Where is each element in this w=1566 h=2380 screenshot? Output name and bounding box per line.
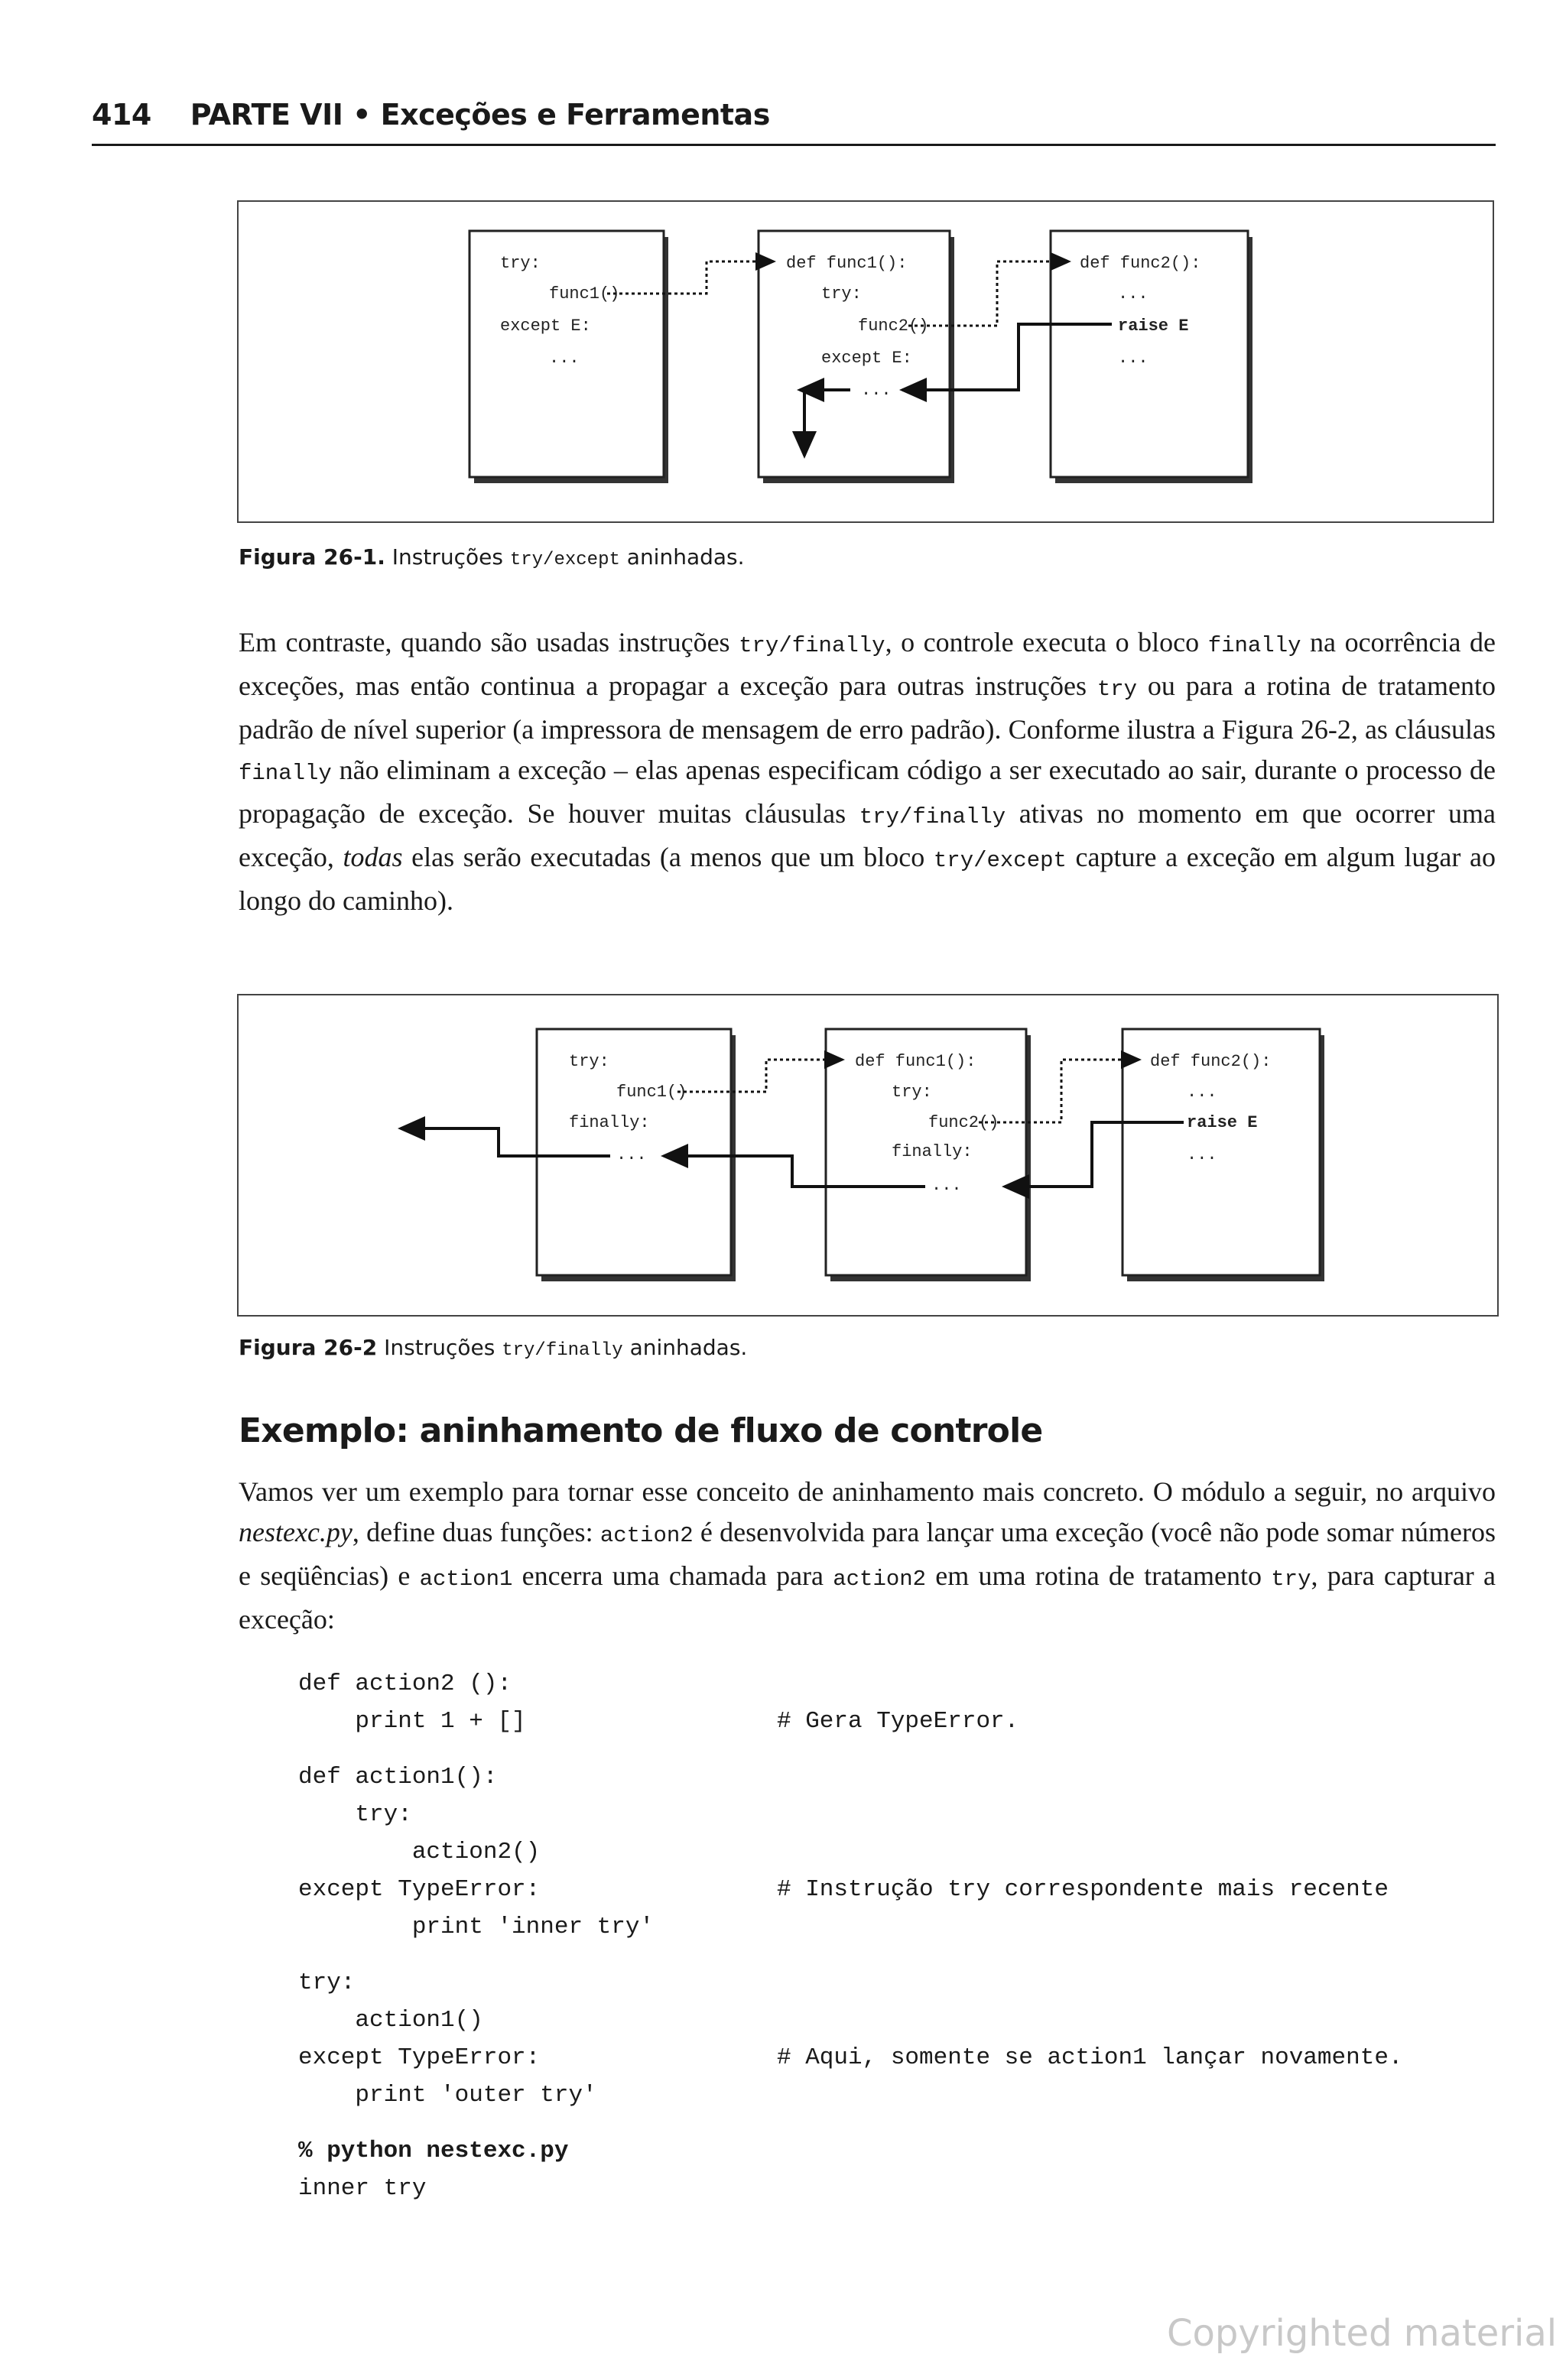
code-text: print 1 + []	[298, 1708, 526, 1735]
code-text: try:	[298, 1969, 356, 1996]
chapter-title: Exceções e Ferramentas	[380, 98, 770, 132]
code-comment: # Instrução try correspondente mais recente	[777, 1876, 1389, 1903]
code-line	[298, 2039, 1403, 2076]
caption-text: Instruções	[384, 1335, 495, 1360]
figure-26-1	[237, 200, 1494, 523]
code-text: except TypeError:	[298, 1876, 541, 1903]
code-text: func2()	[858, 317, 929, 336]
inline-code: finally	[239, 761, 332, 786]
inline-code: action2	[833, 1567, 927, 1592]
text-run: , define duas funções:	[352, 1517, 600, 1547]
inline-code: action1	[419, 1567, 513, 1592]
text-run: ativas no momento em que ocorrer uma exceção,	[239, 798, 1496, 872]
caption-text: Instruções	[392, 544, 503, 570]
code-comment: # Aqui, somente se action1 lançar novamente.	[777, 2044, 1403, 2071]
code-text: try:	[892, 1083, 932, 1102]
code-text: except E:	[821, 349, 912, 368]
code-text: try:	[298, 1801, 412, 1828]
part-label: PARTE VII	[190, 98, 343, 132]
text-run: elas serão executadas (a menos que um bloco	[402, 842, 934, 872]
emphasis: todas	[343, 842, 403, 872]
figure-26-1-diagram	[239, 202, 1493, 521]
code-text: func1()	[616, 1083, 687, 1102]
text-run: Em contraste, quando são usadas instruções	[239, 627, 739, 658]
inline-code: try/finally	[739, 633, 885, 658]
code-line	[298, 1796, 654, 1833]
caption-label: Figura 26-2	[239, 1335, 378, 1360]
code-text: ...	[1187, 1145, 1217, 1164]
code-text: def func2():	[1150, 1052, 1272, 1071]
code-text: def action2 ():	[298, 1671, 512, 1697]
code-text: ...	[549, 349, 580, 368]
text-run: na ocorrência de exceções, mas então continua a propagar a exceção para outras instruções	[239, 627, 1496, 701]
inline-code: action2	[599, 1523, 694, 1548]
code-text: def func1():	[786, 254, 908, 273]
text-run: capture a exceção em algum lugar ao longo do caminho).	[239, 842, 1496, 916]
code-line	[298, 2076, 654, 2114]
code-text: raise E	[1187, 1113, 1258, 1132]
copyright-watermark: Copyrighted material	[1167, 2312, 1558, 2355]
header-rule	[92, 144, 1496, 146]
text-run: em uma rotina de tratamento	[926, 1560, 1272, 1591]
code-text: ...	[931, 1176, 962, 1195]
code-comment: # Gera TypeError.	[777, 1708, 1019, 1735]
code-line	[298, 1703, 1019, 1740]
code-text: def func1():	[855, 1052, 976, 1071]
code-text: def action1():	[298, 1764, 498, 1791]
code-line	[298, 1665, 654, 1703]
code-text: ...	[1187, 1083, 1217, 1102]
emphasis: nestexc.py	[239, 1517, 353, 1547]
code-text: finally:	[892, 1142, 973, 1161]
caption-text: aninhadas.	[626, 544, 745, 570]
caption-code: try/except	[509, 550, 620, 570]
caption-label: Figura 26-1.	[239, 544, 385, 570]
code-text: action2()	[298, 1839, 541, 1865]
code-text: ...	[1118, 284, 1149, 304]
code-text: func2()	[928, 1113, 999, 1132]
caption-code: try/finally	[502, 1340, 623, 1361]
inline-code: try	[1271, 1567, 1311, 1592]
code-line	[298, 1964, 654, 2002]
caption-text: aninhadas.	[629, 1335, 748, 1360]
code-line	[298, 1908, 654, 1946]
code-text: inner try	[298, 2175, 427, 2202]
inline-code: try/finally	[859, 804, 1006, 830]
page-number: 414	[92, 98, 151, 132]
code-text: action1()	[298, 2007, 483, 2034]
code-line	[298, 1871, 1389, 1908]
separator-dot: •	[353, 98, 371, 132]
inline-code: try	[1097, 677, 1138, 702]
code-text: ...	[616, 1145, 647, 1164]
code-text: print 'outer try'	[298, 2082, 597, 2109]
code-line	[298, 2002, 654, 2039]
figure-26-2-caption	[239, 1335, 747, 1361]
code-text: ...	[861, 381, 892, 400]
text-run: é desenvolvida para lançar uma exceção (você não pode somar números e seqüências) e	[239, 1517, 1496, 1591]
code-text: raise E	[1118, 317, 1189, 336]
code-text: func1()	[549, 284, 620, 304]
paragraph-finally	[239, 622, 1496, 921]
text-run: não eliminam a exceção – elas apenas especificam código a ser executado ao sair, durante o processo de propagação de exceção. Se houver muitas cláusulas	[239, 755, 1496, 829]
code-line	[298, 2132, 654, 2170]
text-run: Vamos ver um exemplo para tornar esse conceito de aninhamento mais concreto. O módulo a seguir, no arquivo	[239, 1476, 1496, 1507]
code-text: print 'inner try'	[298, 1914, 655, 1940]
code-text: try:	[500, 254, 541, 273]
code-listing	[298, 1665, 1403, 2207]
code-text: try:	[821, 284, 862, 304]
figure-26-2-diagram	[239, 995, 1497, 1315]
code-text: except E:	[500, 317, 591, 336]
code-text: try:	[569, 1052, 609, 1071]
code-text: % python nestexc.py	[298, 2138, 569, 2164]
text-run: ou para a rotina de tratamento padrão de nível superior (a impressora de mensagem de erro padrão). Conforme ilustra a Figura 26-2, as cláusulas	[239, 670, 1496, 745]
code-line	[298, 1758, 654, 1796]
figure-26-1-caption	[239, 544, 745, 570]
text-run: , o controle executa o bloco	[885, 627, 1208, 658]
code-text: finally:	[569, 1113, 650, 1132]
code-text: ...	[1118, 349, 1149, 368]
code-line	[298, 2170, 654, 2207]
running-head	[92, 98, 770, 132]
inline-code: try/except	[933, 848, 1067, 873]
code-text: except TypeError:	[298, 2044, 541, 2071]
figure-26-2	[237, 994, 1499, 1317]
section-heading: Exemplo: aninhamento de fluxo de controle	[239, 1411, 1043, 1450]
text-run: encerra uma chamada para	[512, 1560, 833, 1591]
code-text: def func2():	[1080, 254, 1201, 273]
inline-code: finally	[1207, 633, 1301, 658]
paragraph-example	[239, 1472, 1496, 1640]
code-line	[298, 1833, 654, 1871]
text-run: , para capturar a exceção:	[239, 1560, 1496, 1635]
